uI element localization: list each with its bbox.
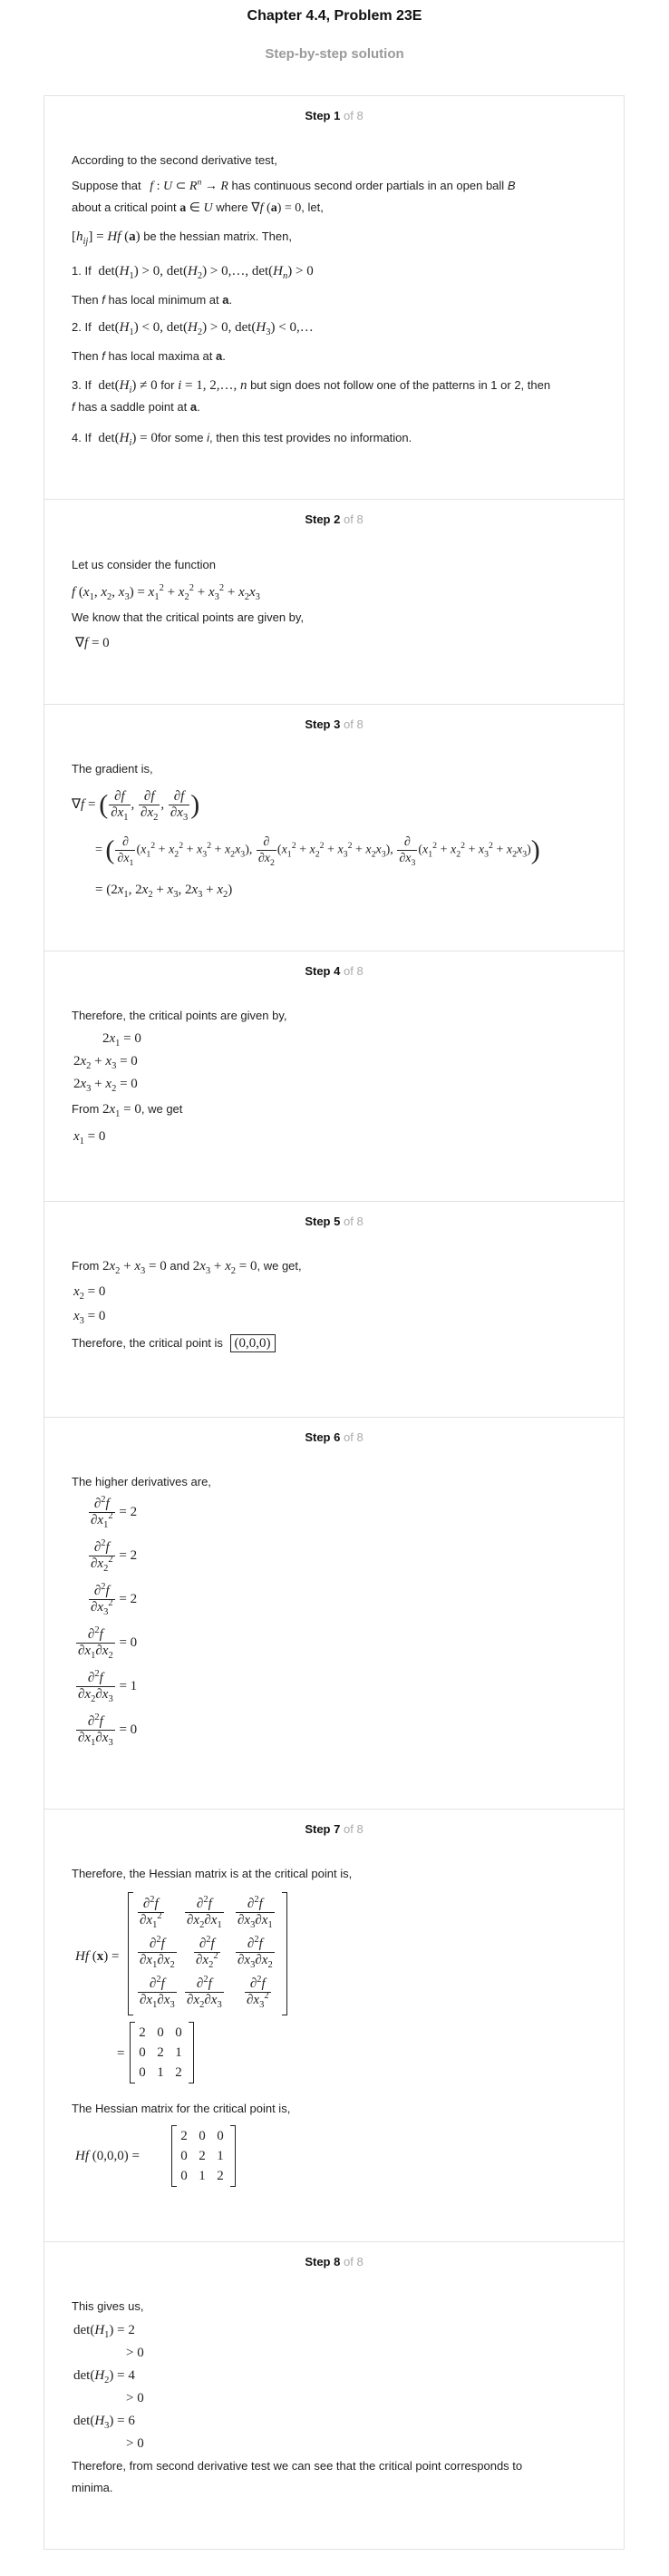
step-3-gradient-vector: ∇f = ( $\frac{\partial f}{\partial x_1}$ , $\frac{\partial f}{\partial x_2}$ , $\frac{\partial f}{\partial x_3}$ ): [72, 789, 200, 823]
critical-point-box: (0,0,0): [230, 1334, 276, 1352]
step-8-conclusion-line-2: minima.: [72, 2481, 113, 2494]
matrix-cell: 1: [199, 2169, 206, 2183]
step-1-suppose: Suppose that f : U ⊂ $R^n \to R$ has continuous second order partials in an open ball B: [72, 177, 516, 193]
d2f-dx3-squared: $\frac{\partial^2f}{\partial x_3^2}$ = 2: [91, 1582, 138, 1617]
matrix-cell: 2: [157, 2045, 164, 2060]
step-5-x2: $x_2 = 0$: [73, 1284, 106, 1302]
step-1-then-max: Then f has local maxima at a.: [72, 349, 226, 363]
step-4-from: From $2x_1 = 0$, we get: [72, 1102, 183, 1119]
hessian-entry: $\frac{\partial^2f}{\partial x_1\partial x_2}$: [140, 1935, 175, 1970]
det-h1-positive: > 0: [126, 2346, 144, 2360]
step-1-item-3: 3. If $\det(H_i) \ne 0$ for i = 1, 2,…, n but sign does not follow one of the patterns in 1 or 2, then: [72, 378, 551, 395]
det-h2-positive: > 0: [126, 2391, 144, 2405]
step-7-hessian-cp: The Hessian matrix for the critical point is,: [72, 2102, 291, 2115]
matrix-cell: 0: [175, 2025, 182, 2040]
step-1-saddle: f has a saddle point at a.: [72, 400, 200, 414]
det-h1: $\det(H_1) = 2$: [73, 2323, 135, 2340]
step-8-intro: This gives us,: [72, 2299, 144, 2313]
step-1-item-2: 2. If $\det(H_1) < 0$, $\det(H_2) > 0$, $\det(H_3)$ < 0,…: [72, 320, 314, 337]
step-4-eq-1: $2x_1 = 0$: [102, 1031, 141, 1049]
d2f-dx1dx3: $\frac{\partial^2f}{\partial x_1\partial x_3}$ = 0: [78, 1712, 138, 1748]
divider: [44, 1417, 624, 1418]
step-7-intro: Therefore, the Hessian matrix is at the critical point is,: [72, 1867, 353, 1880]
step-5-from: From $2x_2 + x_3 = 0$ and $2x_3 + x_2 = 0$, we get,: [72, 1259, 302, 1276]
d2f-dx2-squared: $\frac{\partial^2f}{\partial x_2^2}$ = 2: [91, 1538, 138, 1574]
hessian-entry: $\frac{\partial^2f}{\partial x_2\partial x_1}$: [187, 1895, 222, 1930]
hessian-entry: $\frac{\partial^2f}{\partial x_2\partial x_3}$: [187, 1975, 222, 2010]
matrix-bracket-right: [230, 2125, 236, 2187]
matrix-cell: 0: [199, 2129, 206, 2143]
step-4-intro: Therefore, the critical points are given by,: [72, 1009, 287, 1022]
step-5-header: Step 5 of 8: [305, 1215, 364, 1228]
step-1-then-min: Then f has local minimum at a.: [72, 293, 233, 307]
hessian-entry: $\frac{\partial^2f}{\partial x_3\partial x_2}$: [238, 1935, 273, 1970]
divider: [44, 704, 624, 705]
step-3-gradient-expanded: = ( $\frac{\partial}{\partial x_1}$ $(x_1^2 + x_2^2 + x_3^2 + x_2x_3)$, $\frac{\partial}{\partial x_2}$ $(x_1^2 + x_2^2 + x_3^2 + x_2x_3)$, $\frac{\partial}{\partial x_3}$ $(x_1^2 + x_2^2 + x_3^2 + x_2x_3)$): [95, 834, 540, 868]
step-2-intro: Let us consider the function: [72, 558, 216, 571]
step-1-about: about a critical point a ∈ U where ∇f (a) = 0, let,: [72, 200, 324, 215]
matrix-cell: 0: [139, 2045, 146, 2060]
divider: [44, 1201, 624, 1202]
step-1-item-1: 1. If $\det(H_1) > 0$, $\det(H_2)$ > 0,…, $\det(H_n) > 0$: [72, 264, 314, 281]
step-4-eq-3: $2x_3 + x_2 = 0$: [73, 1077, 138, 1094]
divider: [44, 2241, 624, 2242]
step-5-x3: $x_3 = 0$: [73, 1309, 106, 1326]
matrix-cell: 2: [217, 2169, 224, 2183]
matrix-bracket-right: [189, 2022, 194, 2083]
hessian-entry: $\frac{\partial^2f}{\partial x_1^2}$: [140, 1895, 162, 1930]
matrix-bracket-right: [282, 1892, 287, 2015]
hessian-entry: $\frac{\partial^2f}{\partial x_2^2}$: [196, 1935, 218, 1970]
step-3-gradient-result: = ($2x_1$, $2x_2 + x_3$, $2x_3 + x_2$): [95, 883, 233, 900]
matrix-cell: 0: [180, 2149, 188, 2163]
hessian-entry: $\frac{\partial^2f}{\partial x_3\partial x_1}$: [238, 1895, 273, 1930]
matrix-cell: 2: [180, 2129, 188, 2143]
matrix-cell: 0: [217, 2129, 224, 2143]
step-1-header: Step 1 of 8: [305, 109, 364, 122]
hessian-entry: $\frac{\partial^2f}{\partial x_1\partial x_3}$: [140, 1975, 175, 2010]
d2f-dx1-squared: $\frac{\partial^2f}{\partial x_1^2}$ = 2: [91, 1495, 138, 1530]
step-7-header: Step 7 of 8: [305, 1822, 364, 1836]
matrix-cell: 1: [175, 2045, 182, 2060]
step-2-know: We know that the critical points are given by,: [72, 610, 305, 624]
hessian-label: Hf (x) =: [75, 1949, 120, 1964]
page-subtitle: Step-by-step solution: [265, 46, 404, 62]
step-8-conclusion-line-1: Therefore, from second derivative test we can see that the critical point corresponds to: [72, 2459, 523, 2473]
d2f-dx2dx3: $\frac{\partial^2f}{\partial x_2\partial x_3}$ = 1: [78, 1669, 138, 1704]
matrix-cell: 2: [175, 2065, 182, 2080]
divider: [44, 1809, 624, 1810]
step-3-header: Step 3 of 8: [305, 717, 364, 731]
d2f-dx1dx2: $\frac{\partial^2f}{\partial x_1\partial x_2}$ = 0: [78, 1625, 138, 1661]
matrix-cell: 2: [199, 2149, 206, 2163]
divider: [44, 499, 624, 500]
matrix-cell: 0: [180, 2169, 188, 2183]
det-h3: $\det(H_3) = 6$: [73, 2414, 135, 2431]
step-1-hessian-def: $[h_{ij}] = Hf$ (a) be the hessian matrix. Then,: [72, 229, 292, 247]
step-2-function: f ($x_1$, $x_2$, $x_3) = x_1^2 + x_2^2 + x_3^2 + x_2x_3$: [72, 583, 260, 602]
step-8-header: Step 8 of 8: [305, 2255, 364, 2269]
step-6-intro: The higher derivatives are,: [72, 1475, 211, 1488]
step-1-item-4: 4. If $\det(H_i) = 0for$ some i, then this test provides no information.: [72, 431, 412, 448]
solution-card: [44, 95, 625, 2550]
det-h2: $\det(H_2) = 4$: [73, 2368, 135, 2386]
step-3-intro: The gradient is,: [72, 762, 153, 776]
hessian-entry: $\frac{\partial^2f}{\partial x_3^2}$: [247, 1975, 269, 2010]
hessian-at-cp-label: Hf (0,0,0) =: [75, 2149, 140, 2163]
matrix-cell: 1: [217, 2149, 224, 2163]
matrix-cell: 0: [157, 2025, 164, 2040]
step-1-intro: According to the second derivative test,: [72, 153, 277, 167]
page-title: Chapter 4.4, Problem 23E: [247, 8, 422, 24]
matrix-cell: 1: [157, 2065, 164, 2080]
matrix-cell: 0: [139, 2065, 146, 2080]
step-2-grad-zero: ∇f = 0: [75, 636, 110, 650]
step-2-header: Step 2 of 8: [305, 512, 364, 526]
step-4-header: Step 4 of 8: [305, 964, 364, 978]
matrix-bracket-left: [128, 1892, 133, 2015]
equals: =: [117, 2046, 125, 2061]
det-h3-positive: > 0: [126, 2436, 144, 2451]
matrix-cell: 2: [139, 2025, 146, 2040]
step-4-eq-2: $2x_2 + x_3 = 0$: [73, 1054, 138, 1071]
step-4-x1: $x_1 = 0$: [73, 1129, 106, 1147]
step-5-therefore: Therefore, the critical point is (0,0,0): [72, 1335, 276, 1351]
step-6-header: Step 6 of 8: [305, 1430, 364, 1444]
